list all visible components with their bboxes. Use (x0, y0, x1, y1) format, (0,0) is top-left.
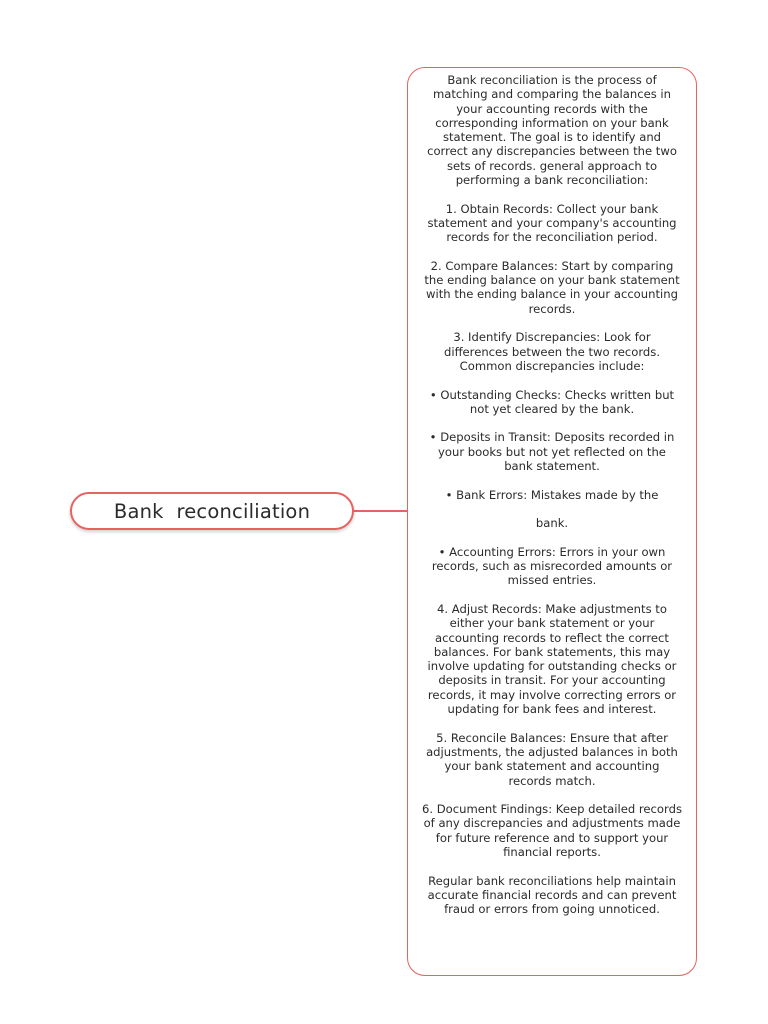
step-compare-balances: 2. Compare Balances: Start by comparing the ending balance on your bank statement with the ending balance in your accounting records. (424, 258, 680, 316)
bullet-deposits-in-transit: • Deposits in Transit: Deposits recorded in your books but not yet reflected on the bank statement. (429, 430, 675, 474)
step-identify-discrepancies: 3. Identify Discrepancies: Look for differences between the two records. Common discrepancies include: (443, 330, 661, 373)
bullet-bank-errors: • Bank Errors: Mistakes made by the (445, 487, 659, 502)
bullet-bank-errors-continued: bank. (535, 516, 569, 531)
step-adjust-records: 4. Adjust Records: Make adjustments to either your bank statement or your accounting records to reflect the correct balances. For bank statements, this may involve updating for outstanding checks or deposits in transit. For your accounting records, it may involve correcting errors or updating for bank fees and interest. (427, 601, 677, 717)
bullet-outstanding-checks: • Outstanding Checks: Checks written but not yet cleared by the bank. (429, 387, 675, 416)
step-reconcile-balances: 5. Reconcile Balances: Ensure that after adjustments, the adjusted balances in both your bank statement and accounting records match. (426, 730, 678, 788)
step-obtain-records: 1. Obtain Records: Collect your bank statement and your company's accounting records for the reconciliation period. (427, 201, 677, 245)
main-topic-node[interactable] (70, 492, 354, 530)
connector-line (354, 510, 408, 512)
detail-topic-node[interactable] (407, 67, 697, 976)
closing-paragraph: Regular bank reconciliations help maintain accurate financial records and can prevent fraud or errors from going unnoticed. (427, 873, 677, 917)
main-topic-label: Bank reconciliation (113, 499, 311, 523)
bullet-accounting-errors: • Accounting Errors: Errors in your own records, such as misrecorded amounts or missed entries. (431, 544, 673, 588)
step-document-findings: 6. Document Findings: Keep detailed records of any discrepancies and adjustments made for future reference and to support your financial reports. (422, 802, 682, 860)
intro-paragraph: Bank reconciliation is the process of matching and comparing the balances in your accounting records with the corresponding information on your bank statement. The goal is to identify and correct any discrepancies between the two sets of records. general approach to performing a bank reconciliation: (427, 73, 677, 188)
